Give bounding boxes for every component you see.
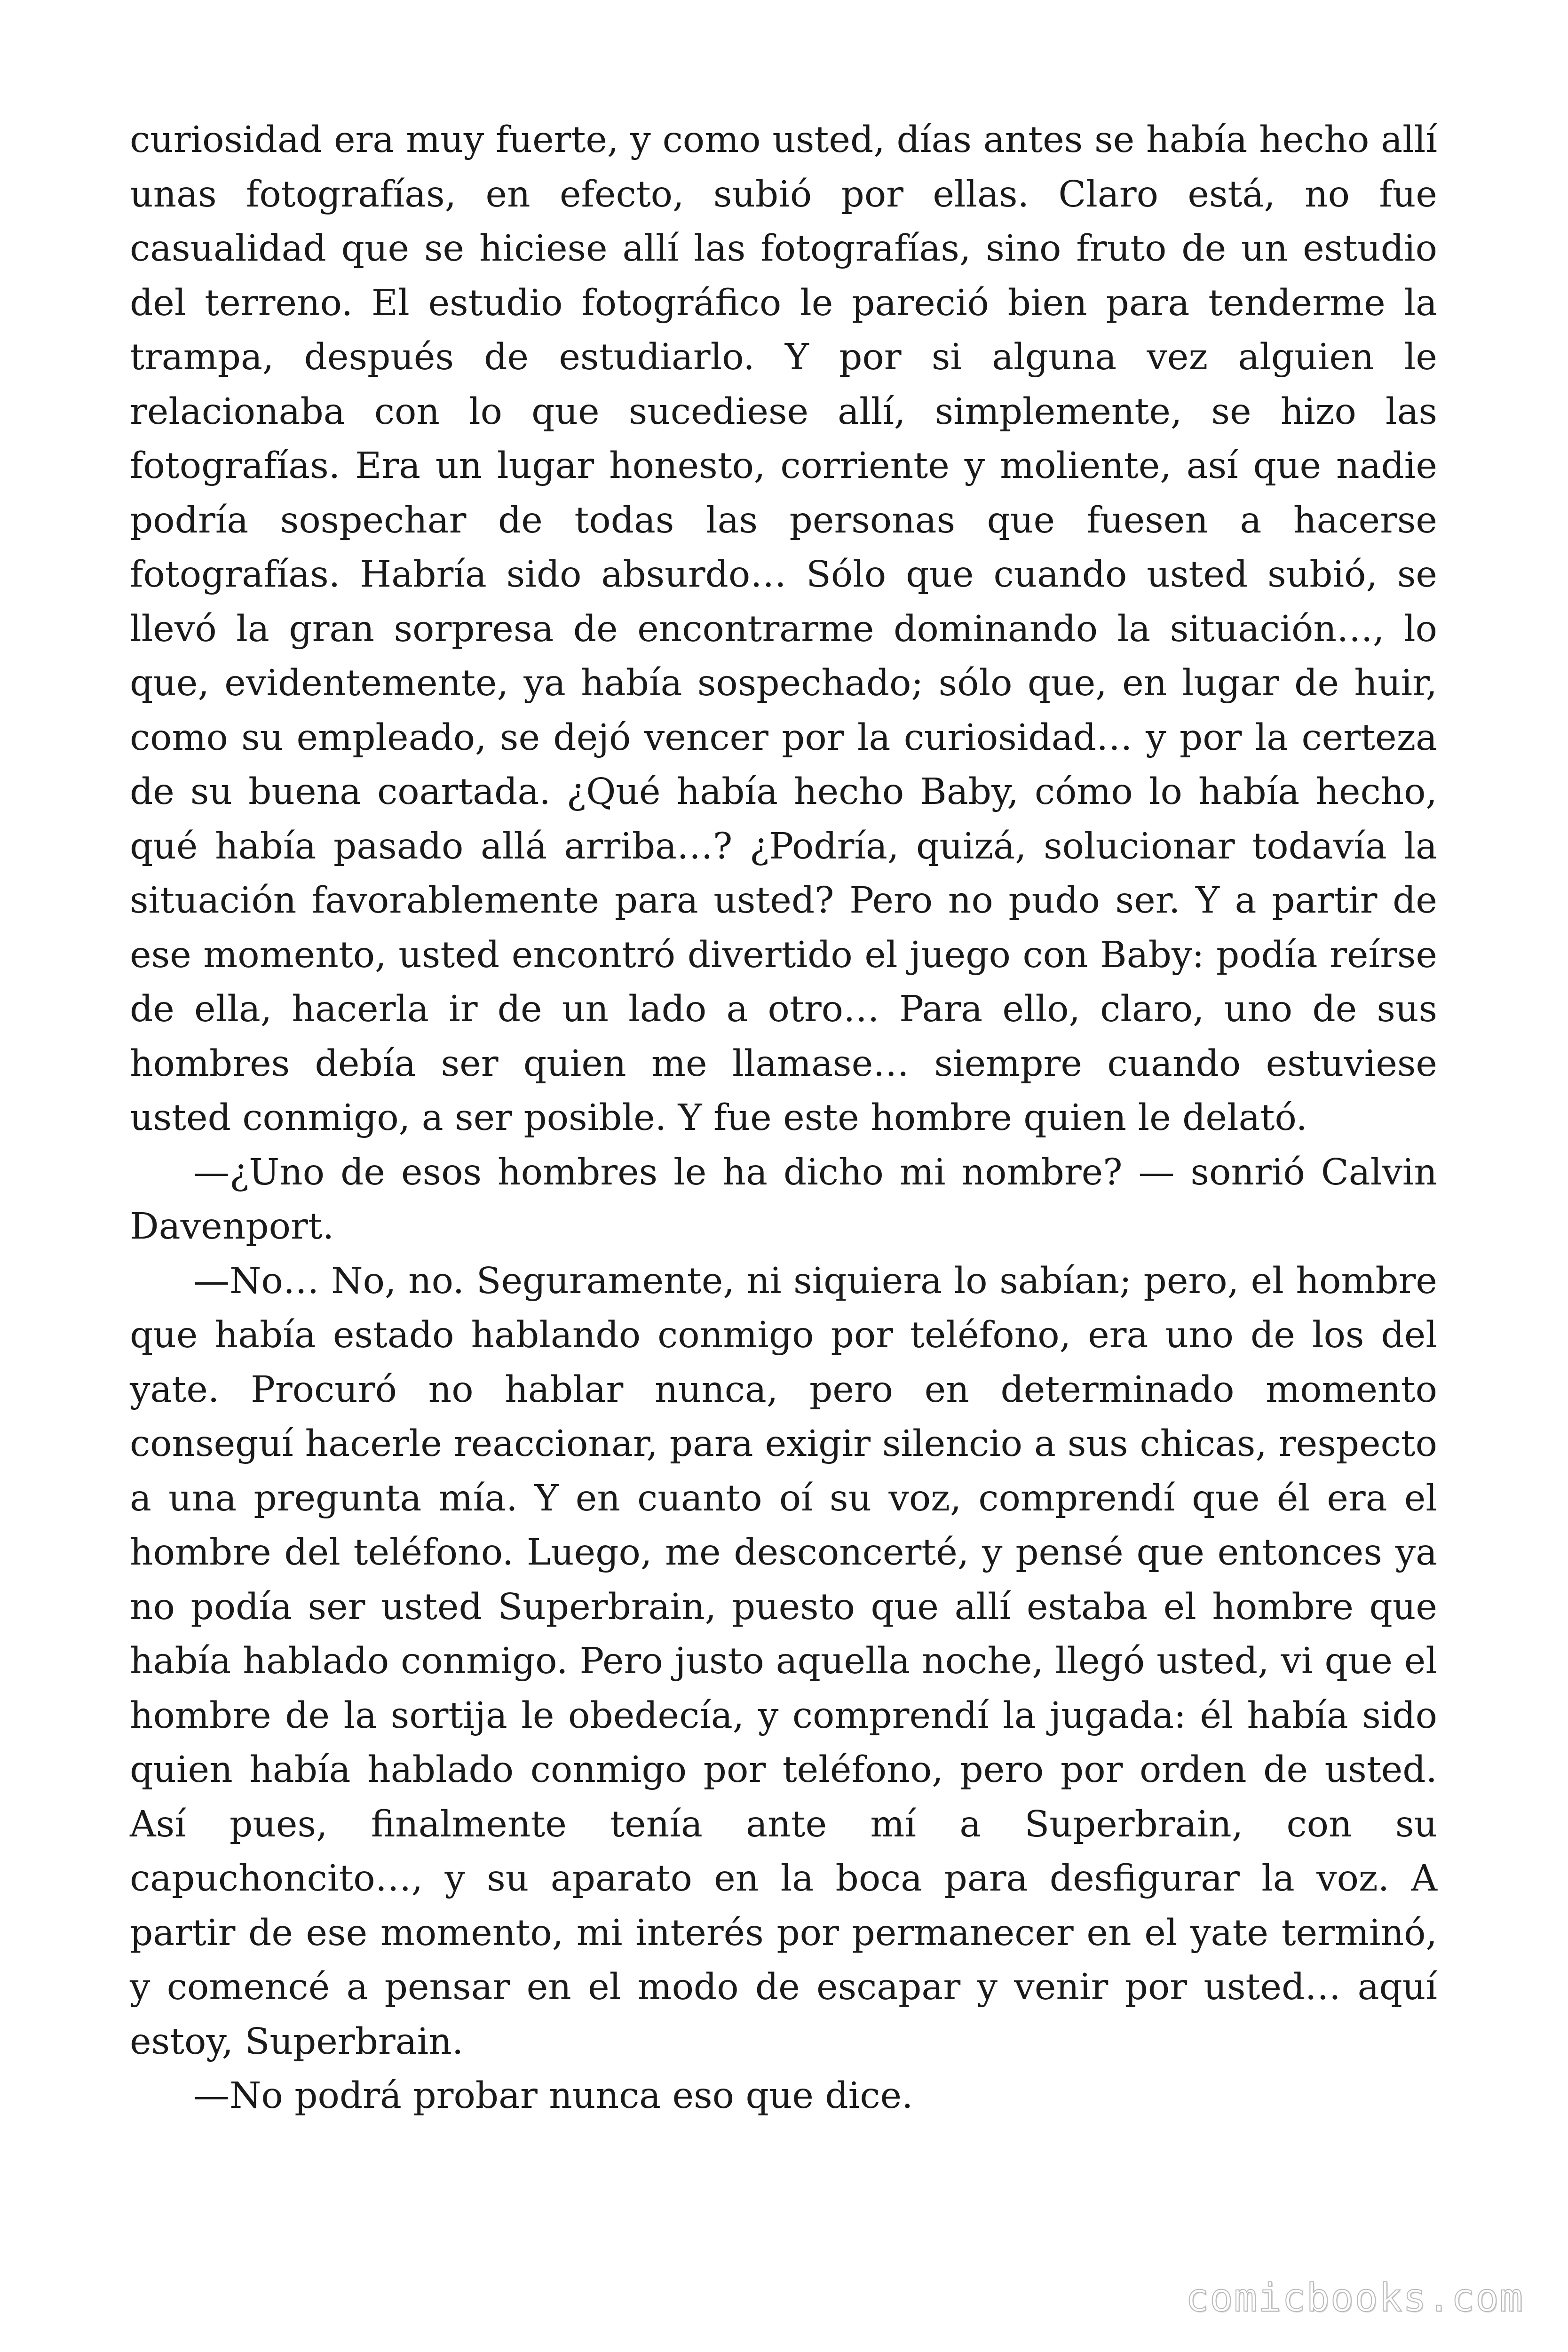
paragraph-continuation: curiosidad era muy fuerte, y como usted, días antes se había hecho allí unas fotografías, en efecto, subió por ellas. Claro está, no fue casualidad que se hiciese allí las fotografías, sino fruto de un estudio del terreno. El estudio fotográfico le pareció bien para tenderme la trampa, después de estudiarlo. Y por si alguna vez alguien le relacionaba con lo que sucediese allí, simplemente, se hizo las fotografías. Era un lugar honesto, corriente y moliente, así que nadie podría sospechar de todas las personas que fuesen a hacerse fotografías. Habría sido absurdo… Sólo que cuando usted subió, se llevó la gran sorpresa de encontrarme dominando la situación…, lo que, evidentemente, ya había sospechado; sólo que, en lugar de huir, como su empleado, se dejó vencer por la curiosidad… y por la certeza de su buena coartada. ¿Qué había hecho Baby, cómo lo había hecho, qué había pasado allá arriba…? ¿Podría, quizá, solucionar todavía la situación favorablemente para usted? Pero no pudo ser. Y a partir de ese momento, usted encontró divertido el juego con Baby: podía reírse de ella, hacerla ir de un lado a otro… Para ello, claro, uno de sus hombres debía ser quien me llamase… siempre cuando estuviese usted conmigo, a ser posible. Y fue este hombre quien le delató. [130, 119, 1437, 1139]
paragraph-dialogue-explanation: —No… No, no. Seguramente, ni siquiera lo sabían; pero, el hombre que había estado hablando conmigo por teléfono, era uno de los del yate. Procuró no hablar nunca, pero en determinado momento conseguí hacerle reaccionar, para exigir silencio a sus chicas, respecto a una pregunta mía. Y en cuanto oí su voz, comprendí que él era el hombre del teléfono. Luego, me desconcerté, y pensé que entonces ya no podía ser usted Superbrain, puesto que allí estaba el hombre que había hablado conmigo. Pero justo aquella noche, llegó usted, vi que el hombre de la sortija le obedecía, y comprendí la jugada: él había sido quien había hablado conmigo por teléfono, pero por orden de usted. Así pues, finalmente tenía ante mí a Superbrain, con su capuchoncito…, y su aparato en la boca para desfigurar la voz. A partir de ese momento, mi interés por permanecer en el yate terminó, y comencé a pensar en el modo de escapar y venir por usted… aquí estoy, Superbrain. [130, 1260, 1437, 2063]
paragraph-dialogue-davenport: —¿Uno de esos hombres le ha dicho mi nombre? — sonrió Calvin Davenport. [130, 1151, 1437, 1248]
paragraph-dialogue-reply: —No podrá probar nunca eso que dice. [193, 2075, 913, 2117]
page-body [130, 113, 1437, 2123]
watermark-text: comicbooks.com [1185, 2276, 1524, 2320]
